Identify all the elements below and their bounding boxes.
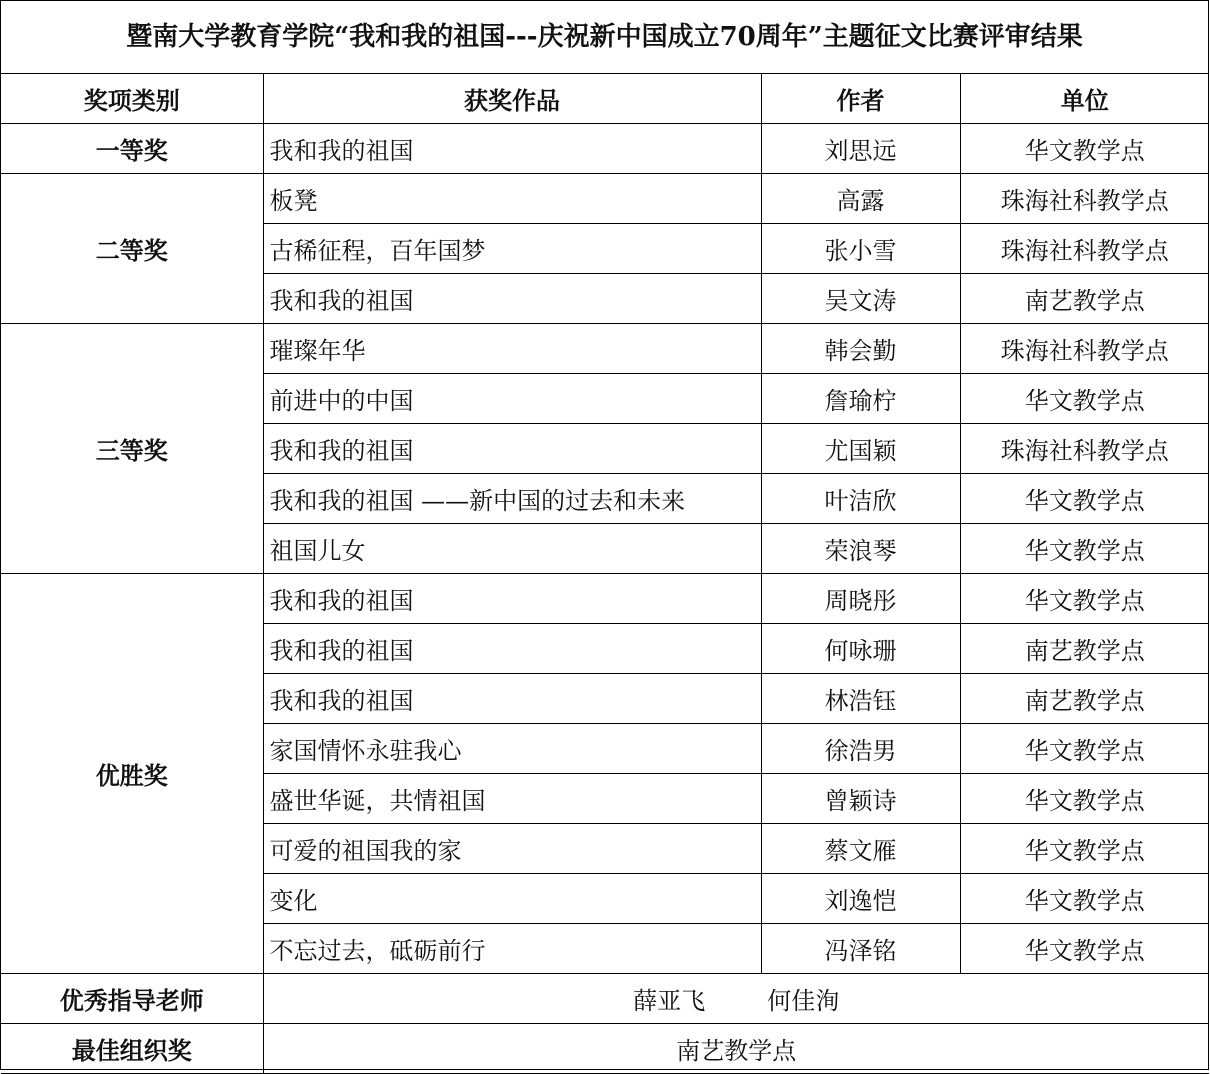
work-title: 板凳 [263,174,761,224]
author-name: 韩会勤 [761,324,960,374]
organization-value: 南艺教学点 [263,1024,1209,1074]
author-name: 詹瑜柠 [761,374,960,424]
author-name: 何咏珊 [761,624,960,674]
author-name: 曾颖诗 [761,774,960,824]
work-title: 可爱的祖国我的家 [263,824,761,874]
work-title: 我和我的祖国 [263,274,761,324]
unit-name: 华文教学点 [960,574,1209,624]
results-table [1,74,1209,1074]
author-name: 张小雪 [761,224,960,274]
work-title: 盛世华诞，共情祖国 [263,774,761,824]
unit-name: 珠海社科教学点 [960,224,1209,274]
award-category: 二等奖 [1,174,263,324]
teachers-row [1,974,1209,1024]
unit-name: 华文教学点 [960,474,1209,524]
work-title: 不忘过去，砥砺前行 [263,924,761,974]
work-title: 家国情怀永驻我心 [263,724,761,774]
author-name: 徐浩男 [761,724,960,774]
unit-name: 珠海社科教学点 [960,174,1209,224]
header-unit: 单位 [960,74,1209,124]
work-title: 我和我的祖国 [263,674,761,724]
author-name: 林浩钰 [761,674,960,724]
table-row [1,174,1209,224]
table-row [1,124,1209,174]
table-row [1,574,1209,624]
organization-row [1,1024,1209,1074]
work-title: 变化 [263,874,761,924]
award-category: 优胜奖 [1,574,263,974]
author-name: 冯泽铭 [761,924,960,974]
work-title: 璀璨年华 [263,324,761,374]
header-work: 获奖作品 [263,74,761,124]
teachers-value [263,974,1209,1024]
unit-name: 南艺教学点 [960,624,1209,674]
work-title: 古稀征程，百年国梦 [263,224,761,274]
author-name: 叶洁欣 [761,474,960,524]
teachers-label: 优秀指导老师 [1,974,263,1024]
header-row [1,74,1209,124]
author-name: 周晓彤 [761,574,960,624]
author-name: 高露 [761,174,960,224]
unit-name: 华文教学点 [960,824,1209,874]
work-title: 我和我的祖国 [263,124,761,174]
award-category: 一等奖 [1,124,263,174]
unit-name: 南艺教学点 [960,274,1209,324]
work-title: 我和我的祖国 [263,574,761,624]
author-name: 刘思远 [761,124,960,174]
unit-name: 珠海社科教学点 [960,424,1209,474]
author-name: 吴文涛 [761,274,960,324]
work-title: 祖国儿女 [263,524,761,574]
author-name: 尤国颖 [761,424,960,474]
unit-name: 华文教学点 [960,774,1209,824]
document-title: 暨南大学教育学院“我和我的祖国---庆祝新中国成立70周年”主题征文比赛评审结果 [1,1,1208,74]
work-title: 前进中的中国 [263,374,761,424]
header-author: 作者 [761,74,960,124]
unit-name: 华文教学点 [960,124,1209,174]
author-name: 刘逸恺 [761,874,960,924]
header-category: 奖项类别 [1,74,263,124]
unit-name: 华文教学点 [960,374,1209,424]
award-category: 三等奖 [1,324,263,574]
unit-name: 华文教学点 [960,524,1209,574]
table-row [1,324,1209,374]
work-title: 我和我的祖国 [263,424,761,474]
work-title: 我和我的祖国 ——新中国的过去和未来 [263,474,761,524]
teacher-name: 薛亚飞 [633,987,706,1015]
unit-name: 珠海社科教学点 [960,324,1209,374]
teacher-name: 何佳洵 [767,987,840,1015]
organization-label: 最佳组织奖 [1,1024,263,1074]
work-title: 我和我的祖国 [263,624,761,674]
unit-name: 华文教学点 [960,724,1209,774]
unit-name: 华文教学点 [960,924,1209,974]
author-name: 蔡文雁 [761,824,960,874]
author-name: 荣浪琴 [761,524,960,574]
unit-name: 华文教学点 [960,874,1209,924]
unit-name: 南艺教学点 [960,674,1209,724]
